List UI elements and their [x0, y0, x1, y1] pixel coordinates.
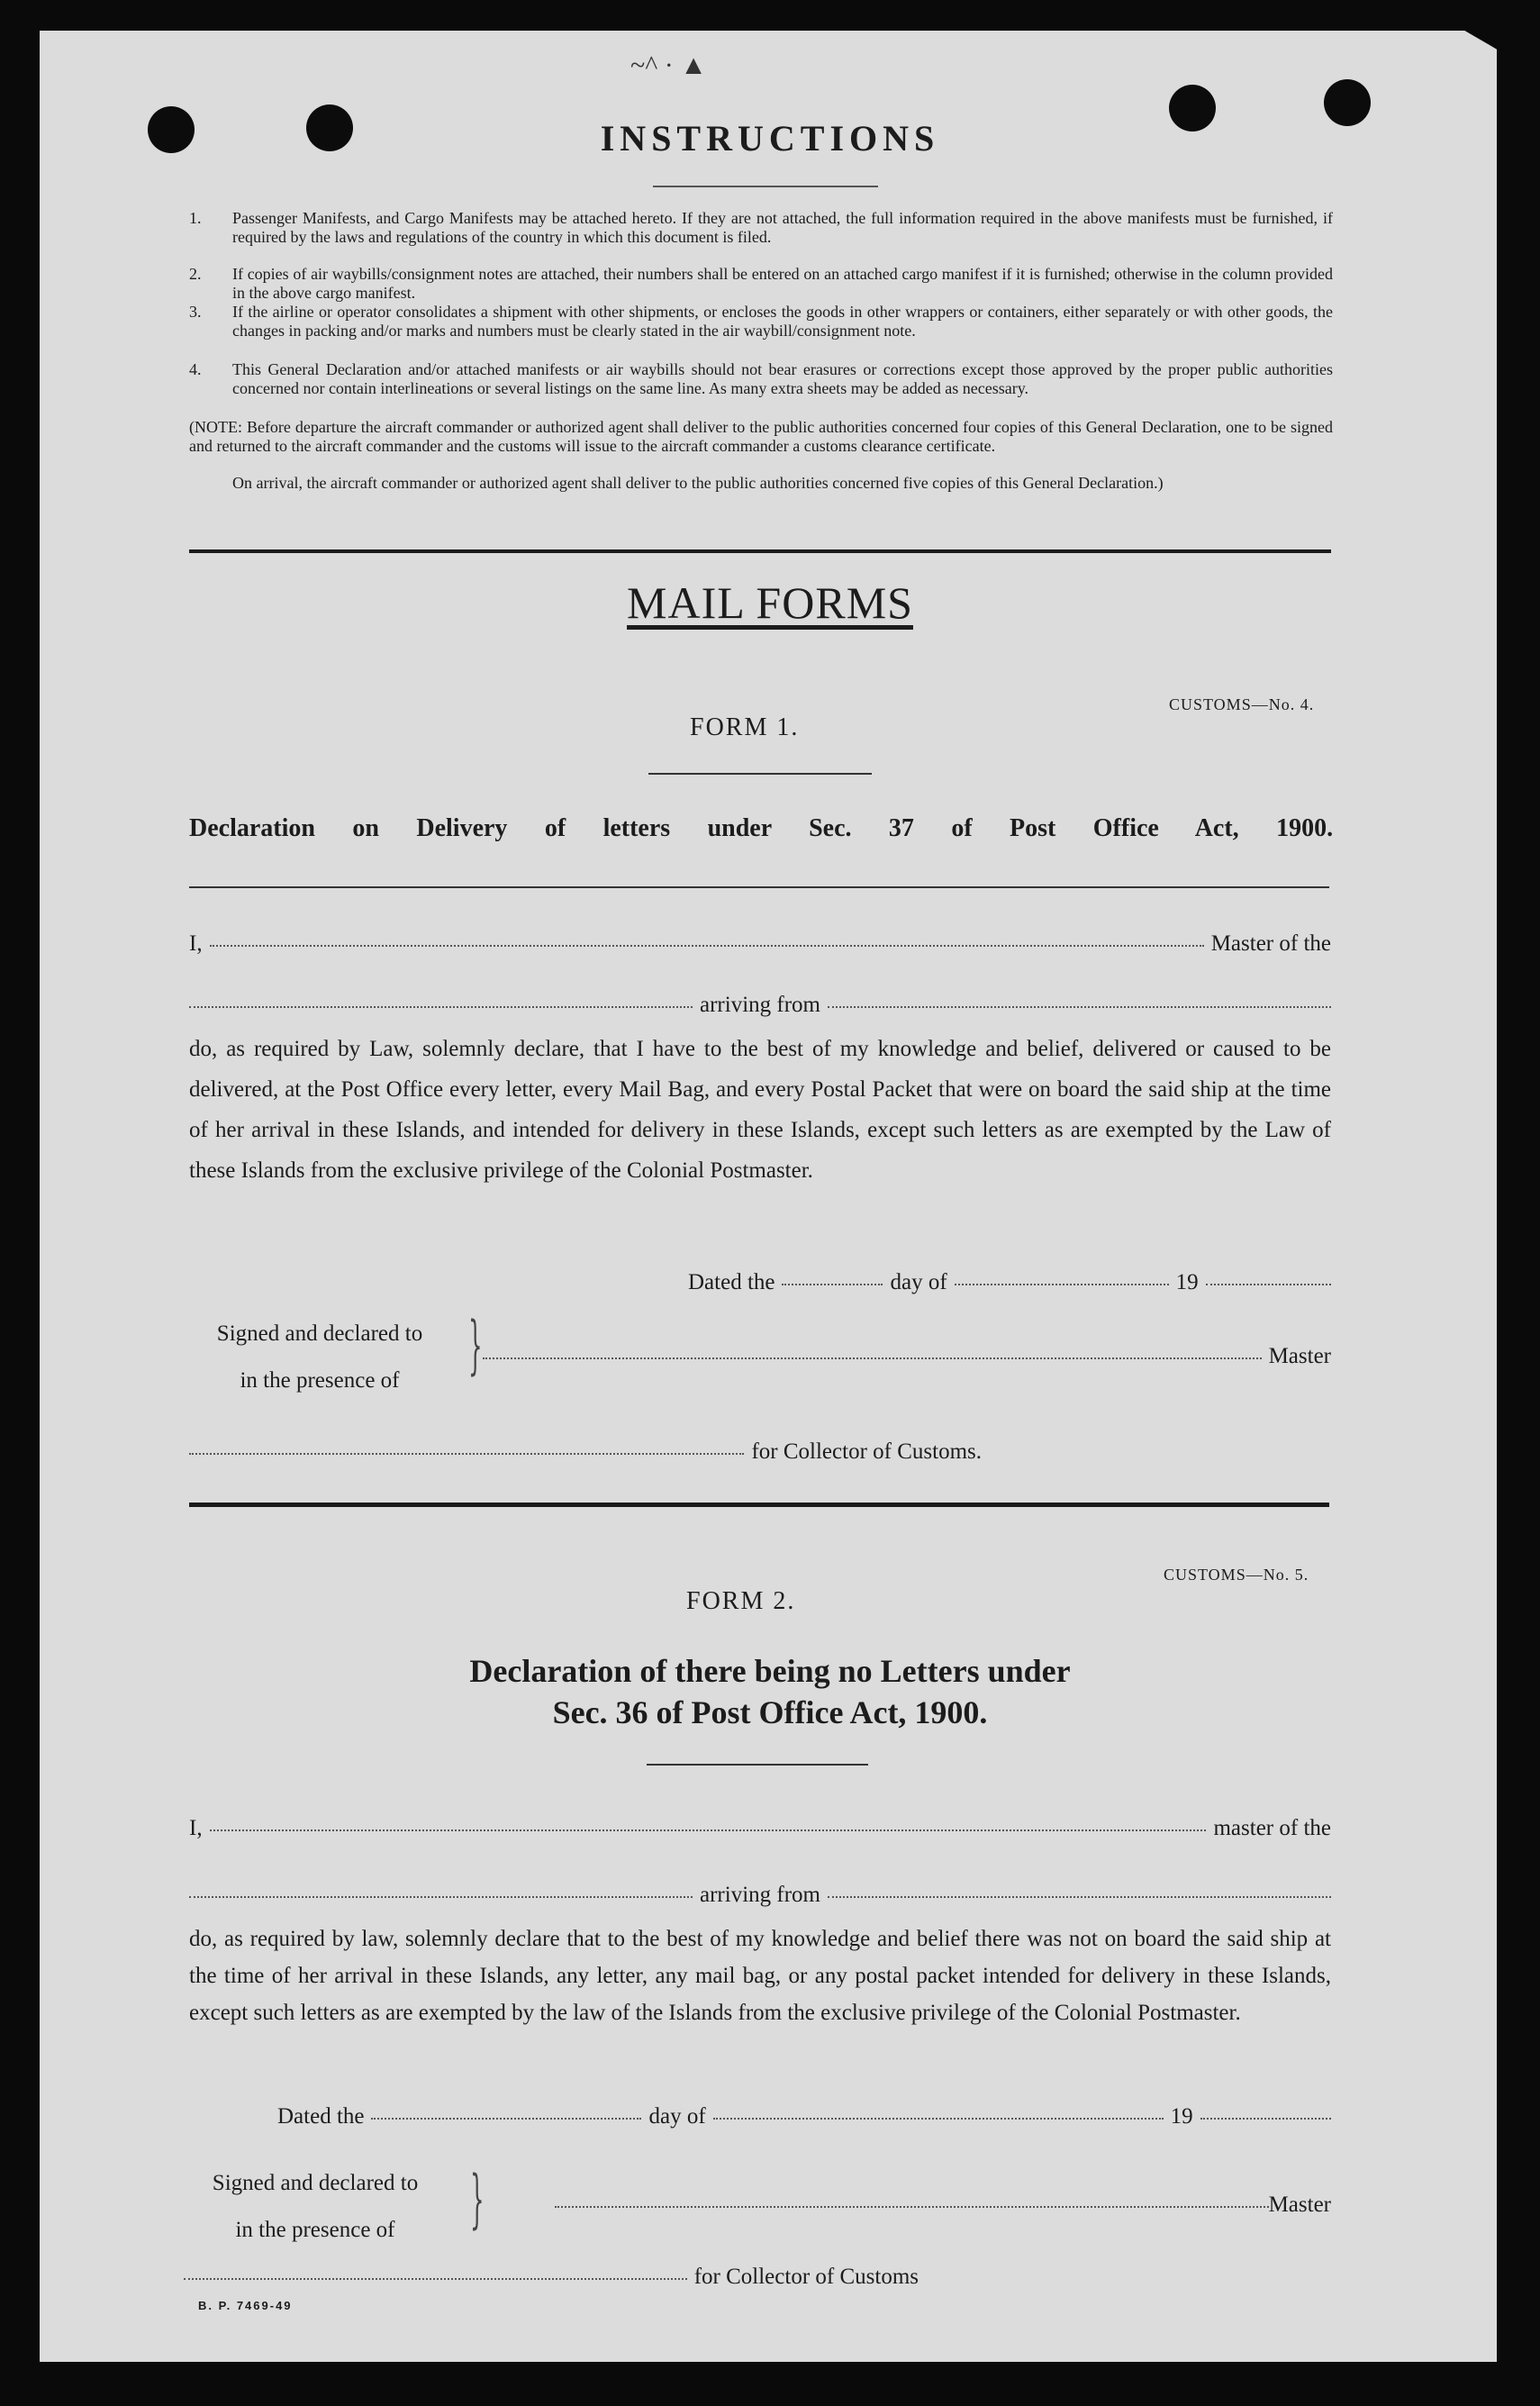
item-number: 1.	[189, 209, 202, 227]
form-title-rule	[647, 1764, 868, 1766]
year-field[interactable]	[1206, 1283, 1331, 1285]
collector-signature-field[interactable]	[184, 2277, 687, 2280]
form1-body: do, as required by Law, solemnly declare, that I have to the best of my knowledge and belief, delivered or caused to be delivered, at the Post Office every letter, every Mail Bag, and every Postal Packet that were on board the said ship at the time of her arrival in these Islands, and intended for delivery in these Islands, except such letters as are exempted by the Law of these Islands from the exclusive privilege of the Colonial Postmaster.	[189, 1037, 1331, 1183]
section-divider	[189, 549, 1331, 553]
form2-date-line: Dated the day of 19	[277, 2104, 1331, 2129]
item-number: 2.	[189, 265, 202, 283]
mail-forms-title: MAIL FORMS	[627, 577, 913, 628]
day-field[interactable]	[782, 1283, 883, 1285]
form2-declaration-title: Declaration of there being no Letters under Sec. 36 of Post Office Act, 1900.	[469, 1653, 1071, 1730]
form-label-rule	[648, 773, 872, 775]
name-field[interactable]	[210, 944, 1204, 947]
printer-code: B. P. 7469-49	[198, 2299, 293, 2312]
form-label: FORM 2.	[686, 1587, 796, 1615]
master-signature-field[interactable]	[483, 1357, 1262, 1359]
instruction-item: This General Declaration and/or attached manifests or air waybills should not bear erasures or corrections except those approved by the proper public authorities concerned nor contain interlineations or several listings on the same line. As many extra sheets may be added as necessary.	[232, 360, 1333, 397]
form2-collector-line: for Collector of Customs	[184, 2265, 919, 2290]
arriving-from-field[interactable]	[828, 1005, 1331, 1008]
instruction-note: (NOTE: Before departure the aircraft commander or authorized agent shall deliver to the public authorities concerned four copies of this General Declaration, one to be signed and returned to the aircraft commander and the customs will issue to the aircraft commander a customs clearance certificate.	[189, 418, 1333, 455]
form2-name-line: I, master of the	[189, 1816, 1331, 1840]
form1-collector-line: for Collector of Customs.	[189, 1439, 982, 1465]
item-number: 4.	[189, 360, 202, 378]
instruction-item: If the airline or operator consolidates a shipment with other shipments, or encloses the goods in other wrappers or containers, either separately or with other goods, the changes in packing and/or marks and numbers must be clearly stated in the air waybill/consignment note.	[232, 303, 1333, 340]
month-field[interactable]	[713, 2117, 1164, 2120]
instructions-title: INSTRUCTIONS	[600, 118, 940, 159]
month-field[interactable]	[955, 1283, 1169, 1285]
section-divider	[189, 1503, 1329, 1507]
title-rule	[653, 186, 878, 187]
ship-name-field[interactable]	[189, 1895, 693, 1898]
form1-date-line: Dated the day of 19	[688, 1270, 1331, 1295]
ship-name-field[interactable]	[189, 1005, 693, 1008]
form1-signed-label: Signed and declared to in the presence of	[216, 1321, 423, 1393]
brace: }	[468, 1308, 483, 1382]
form2-body: do, as required by law, solemnly declare that to the best of my knowledge and belief there was not on board the said ship at the time of her arrival in these Islands, any letter, any mail bag, or any postal packet intended for delivery in these Islands, except such letters as are exempted by the law of the Islands from the exclusive privilege of the Colonial Postmaster.	[189, 1927, 1331, 2025]
customs-number: CUSTOMS—No. 4.	[1169, 695, 1315, 713]
declaration-rule	[189, 886, 1329, 888]
arriving-from-field[interactable]	[828, 1895, 1331, 1898]
collector-signature-field[interactable]	[189, 1452, 744, 1455]
form-label: FORM 1.	[690, 713, 800, 741]
name-field[interactable]	[210, 1829, 1207, 1831]
instruction-item: If copies of air waybills/consignment notes are attached, their numbers shall be entered on an attached cargo manifest if it is furnished; otherwise in the column provided in the above cargo manifest.	[232, 265, 1333, 302]
instruction-note-arrival: On arrival, the aircraft commander or authorized agent shall deliver to the public authorities concerned five copies of this General Declaration.)	[232, 474, 1164, 492]
form1-master-line: Master	[483, 1344, 1331, 1369]
form2-master-line: Master	[555, 2193, 1331, 2218]
form1-ship-line: arriving from	[189, 993, 1331, 1018]
instruction-item: Passenger Manifests, and Cargo Manifests may be attached hereto. If they are not attached, the full information required in the above manifests must be furnished, if required by the laws and regulations of the country in which this document is filed.	[232, 209, 1333, 246]
form2-ship-line: arriving from	[189, 1883, 1331, 1908]
year-field[interactable]	[1200, 2117, 1331, 2120]
form1-name-line: I, Master of the	[189, 931, 1331, 956]
form2-signed-label: Signed and declared to in the presence of	[212, 2171, 419, 2242]
form1-declaration-title: Declaration on Delivery of letters under Sec. 37 of Post Office Act, 1900.	[189, 814, 1334, 842]
day-field[interactable]	[371, 2117, 641, 2120]
scribble-mark: ~^ · ▲	[630, 50, 707, 80]
master-signature-field[interactable]	[555, 2205, 1269, 2208]
brace: }	[470, 2162, 485, 2236]
item-number: 3.	[189, 303, 202, 321]
customs-number: CUSTOMS—No. 5.	[1164, 1566, 1309, 1584]
